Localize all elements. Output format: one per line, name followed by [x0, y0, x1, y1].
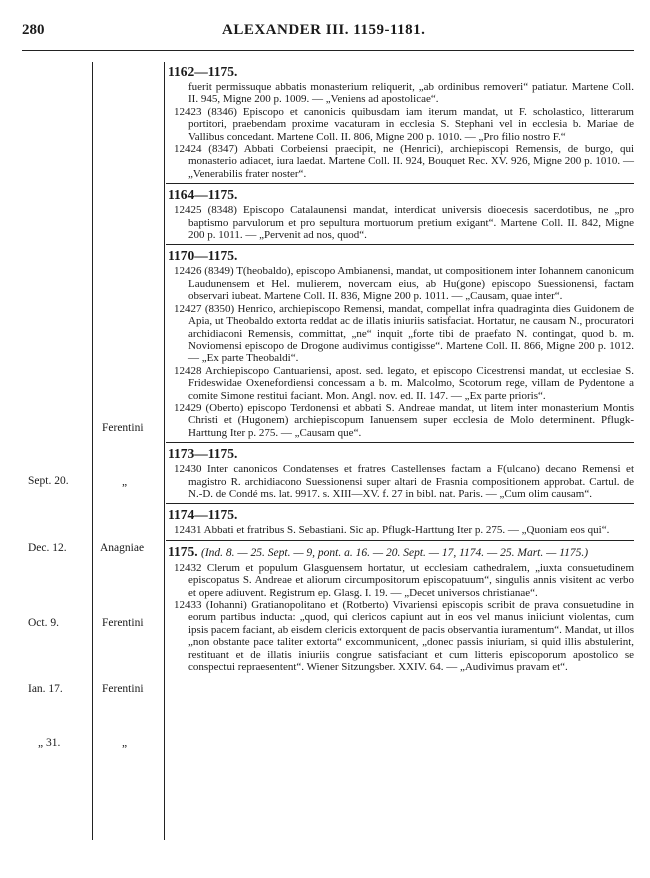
- document-body: [168, 64, 634, 673]
- regest-entry: 12428 Archiepiscopo Cantuariensi, apost. sed. legato, et episcopo Cicestrensi mandat, ut ecclesiae S. Frideswidae Oxenefordiensi concessam a b. m. Malcolmo, Scotorum rege, villam de Pydentone a comite Simone restitui faciant. Mon. Angl. nov. ed. II. 147. — „Ex parte prioris“.: [174, 364, 634, 402]
- regest-entry: 12430 Inter canonicos Condatenses et fratres Castellenses factam a F(ulcano) decano Remensi et magistro R. archidiacono Suessionensi super altari de Frasnia compositionem approbat. Cartul. de N.-D. de Condé ms. lat. 9917. s. XIII—XV. f. 27 in bibl. nat. Paris. — „Cum olim causam“.: [174, 463, 634, 500]
- margin-date: Ian. 17.: [28, 683, 63, 695]
- regest-entry: 12424 (8347) Abbati Corbeiensi praecipit, ne (Henrici), archiepiscopi Remensis, de burgo, qui monasterio adiacet, iura laedat. Martene Coll. II. 924, Bouquet Rec. XV. 926, Migne 200 p. 1010. — „Venerabilis frater noster“.: [174, 143, 634, 180]
- section-rule: [166, 244, 634, 245]
- margin-date: Dec. 12.: [28, 542, 67, 554]
- section: [168, 446, 634, 500]
- section: [168, 64, 634, 180]
- regest-entry: 12425 (8348) Episcopo Catalaunensi mandat, interdicat universis dioecesis sacerdotibus, ne „pro baptismo parvulorum et pro sepultura mortuorum pretium exigant“. Martene Coll. II. 842, Migne 200 p. 1011. — „Pervenit ad nos, quod“.: [174, 204, 634, 242]
- section: [168, 544, 634, 674]
- section-year: 1173—1175.: [168, 446, 238, 462]
- regest-entry: fuerit permissuque abbatis monasterium reliquerit, „ab ordinibus removeri“ patiatur. Martene Coll. II. 945, Migne 200 p. 1009. — „Veniens ad apostolicae“.: [188, 81, 634, 106]
- section-rule: [166, 442, 634, 443]
- margin-place: Ferentini: [102, 422, 144, 434]
- year-label: 1175.: [168, 543, 198, 559]
- section-year: 1164—1175.: [168, 187, 238, 203]
- section-rule: [166, 183, 634, 184]
- page-number: 280: [22, 22, 45, 38]
- section-rule: [166, 503, 634, 504]
- running-head: ALEXANDER III. 1159-1181.: [222, 22, 426, 38]
- section-year: 1174—1175.: [168, 507, 238, 523]
- section: [168, 507, 634, 536]
- regest-entry: 12423 (8346) Episcopo et canonicis quibusdam iam iterum mandat, ut F. scholastico, litterarum portitori, praebendam proxime vacaturam in ecclesia S. Stephani vel in ecclesia b. Mariae de Vallibus concedant. Martene Coll. II. 806, Migne 200 p. 1010. — „Pro filio nostro F.“: [174, 105, 634, 143]
- section-year: [168, 544, 634, 561]
- margin-place: Ferentini: [102, 617, 144, 629]
- margin-place: „: [122, 737, 128, 749]
- section-year: 1162—1175.: [168, 64, 238, 79]
- margin-place: Ferentini: [102, 683, 144, 695]
- regest-entry: 12426 (8349) T(heobaldo), episcopo Ambianensi, mandat, ut compositionem inter Iohannem canonicum Laudunensem et Hel. mulierem, novercam eius, ab Hu(gone) episcopo Suessionensi, factam observari iubeat. Martene Coll. II. 836, Migne 200 p. 1011. — „Causam, quae inter“.: [174, 265, 634, 303]
- margin-date: Oct. 9.: [28, 617, 59, 629]
- regest-entry: 12433 (Iohanni) Gratianopolitano et (Rotberto) Vivariensi episcopis scribit de prava consuetudine in eorum partibus inducta: „quod, qui clericos capiunt aut in eos vel manus iniiciunt violentas, cum ipsis pacem faciant, ab eisdem clericis extorquent de pacis observantia iuramentum“. Mandat, ut illos „non obstante pace taliter extorta“ excommunicent, „donec passis iniuriam, si quid illis abstulerint, restituant et de illatis iniuriis congrue satisfaciant et cum litteris episcoporum apostolico se conspectui repraesentent“. Wiener Sitzungsber. XXIV. 64. — „Audivimus pravam et“.: [174, 599, 634, 674]
- margin-place: Anagniae: [100, 542, 145, 554]
- page-header: [0, 18, 650, 44]
- regest-entry: 12432 Clerum et populum Glasguensem hortatur, ut ecclesiam cathedralem, „iuxta consuetudinem episcopatus S. Andreae et aliorum circumpositorum episcopatuum“, singulis annis visitent ac verbo et opere adiuvent. Registrum ep. Glasg. I. 19. — „Decet universos christianae“.: [174, 561, 634, 599]
- section: [168, 248, 634, 439]
- margin-divider-right: [164, 62, 165, 840]
- margin-date: Sept. 20.: [28, 475, 69, 487]
- section-rule: [166, 540, 634, 541]
- section: [168, 187, 634, 241]
- margin-place: „: [122, 476, 128, 488]
- regest-entry: 12427 (8350) Henrico, archiepiscopo Remensi, mandat, compellat infra quadraginta dies Guidonem de Apia, ut Theobaldo extorta reddat ac de illatis iniuriis satisfaciat. Hortatur, ne causam N., procuratori archidiaconi Remensis, committat, „ne“ inquit „forte tibi de praefato N. contingat, quod b. m. Noviomensi episcopo de Drogone audivimus contigisse“. Martene Coll. II. 866, Migne 200 p. 1012. — „Ex parte Theobaldi“.: [174, 302, 634, 365]
- margin-date: „ 31.: [38, 737, 61, 749]
- regest-entry: 12431 Abbati et fratribus S. Sebastiani. Sic ap. Pflugk-Harttung Iter p. 275. — „Quoniam eos qui“.: [174, 524, 610, 537]
- regest-entry: 12429 (Oberto) episcopo Terdonensi et abbati S. Andreae mandat, ut litem inter monasterium Montis Christi et (Hugonem) archiepiscopum Ianuensem super ecclesia de Molo determinent. Pflugk-Harttung Iter p. 275. — „Causam que“.: [174, 401, 634, 439]
- header-rule: [22, 50, 634, 51]
- indiction-note: (Ind. 8. — 25. Sept. — 9, pont. a. 16. — 20. Sept. — 17, 1174. — 25. Mart. — 1175.): [201, 546, 589, 559]
- margin-divider-left: [92, 62, 93, 840]
- section-year: 1170—1175.: [168, 248, 238, 264]
